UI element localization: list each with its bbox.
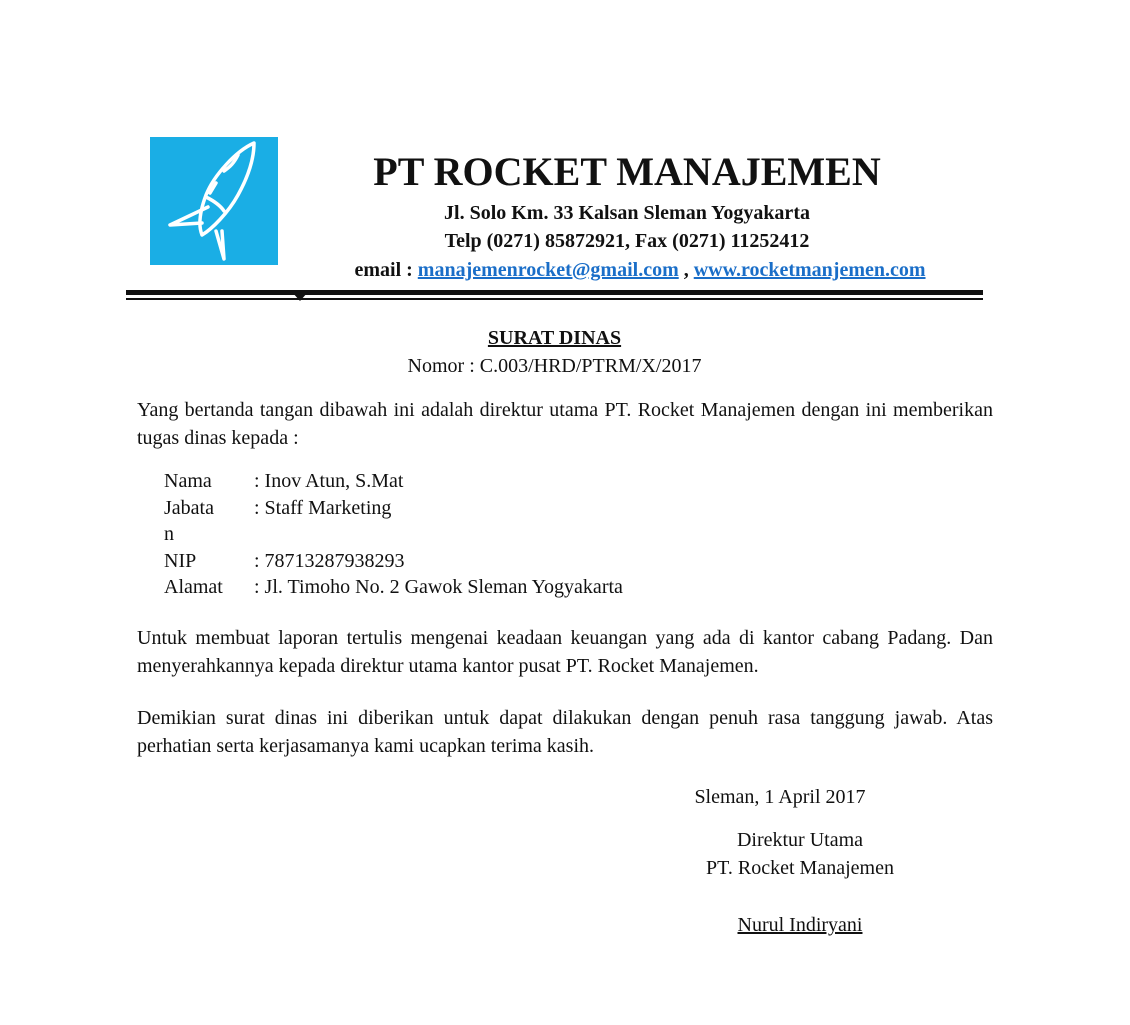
letterhead-divider-thick: [126, 290, 983, 295]
letterhead-divider-thin: [126, 298, 983, 300]
rocket-icon: [150, 137, 278, 265]
company-address: Jl. Solo Km. 33 Kalsan Sleman Yogyakarta: [444, 202, 810, 224]
divider-notch-icon: [292, 292, 308, 302]
signer-name-block: [660, 911, 940, 939]
signer-role: Direktur Utama: [736, 829, 864, 851]
field-row-address: [164, 574, 623, 601]
website-link[interactable]: www.rocketmanjemen.com: [693, 259, 926, 281]
place-date: Sleman, 1 April 2017: [694, 786, 866, 808]
email-link[interactable]: manajemenrocket@gmail.com: [417, 259, 679, 281]
field-row-nip: [164, 548, 623, 575]
email-label: email :: [354, 259, 418, 281]
contact-separator: ,: [678, 259, 694, 281]
field-value: : 78713287938293: [254, 549, 405, 572]
field-value: : Jl. Timoho No. 2 Gawok Sleman Yogyakarta: [254, 576, 623, 598]
field-value: : Staff Marketing: [254, 496, 392, 519]
company-name: PT ROCKET MANAJEMEN: [373, 149, 881, 194]
field-row-position: [164, 495, 623, 522]
field-row-position-wrap: [164, 521, 623, 548]
field-label: Jabata: [164, 496, 214, 519]
field-value: : Inov Atun, S.Mat: [254, 470, 404, 492]
field-row-name: [164, 468, 623, 495]
field-label: n: [164, 523, 174, 545]
field-label: Alamat: [164, 576, 223, 598]
employee-details: [164, 468, 623, 601]
signer-name: Nurul Indiryani: [737, 914, 863, 936]
company-phone-fax: Telp (0271) 85872921, Fax (0271) 11252412: [444, 230, 810, 252]
letter-title: SURAT DINAS: [487, 327, 622, 349]
intro-paragraph: Yang bertanda tangan dibawah ini adalah direktur utama PT. Rocket Manajemen dengan ini memberikan tugas dinas kepada :: [137, 399, 993, 449]
signer-organization: PT. Rocket Manajemen: [706, 857, 894, 879]
company-contact-line: [300, 256, 980, 284]
field-label: NIP: [164, 549, 197, 572]
body-paragraph-closing: Demikian surat dinas ini diberikan untuk dapat dilakukan dengan penuh rasa tanggung jawab. Atas perhatian serta kerjasamanya kami ucapkan terima kasih.: [137, 707, 993, 757]
field-label: Nama: [164, 470, 212, 492]
body-paragraph-task: Untuk membuat laporan tertulis mengenai keadaan keuangan yang ada di kantor cabang Padang. Dan menyerahkannya kepada direktur utama kantor pusat PT. Rocket Manajemen.: [137, 627, 993, 677]
company-logo: [150, 137, 278, 265]
letter-number: Nomor : C.003/HRD/PTRM/X/2017: [407, 355, 702, 377]
